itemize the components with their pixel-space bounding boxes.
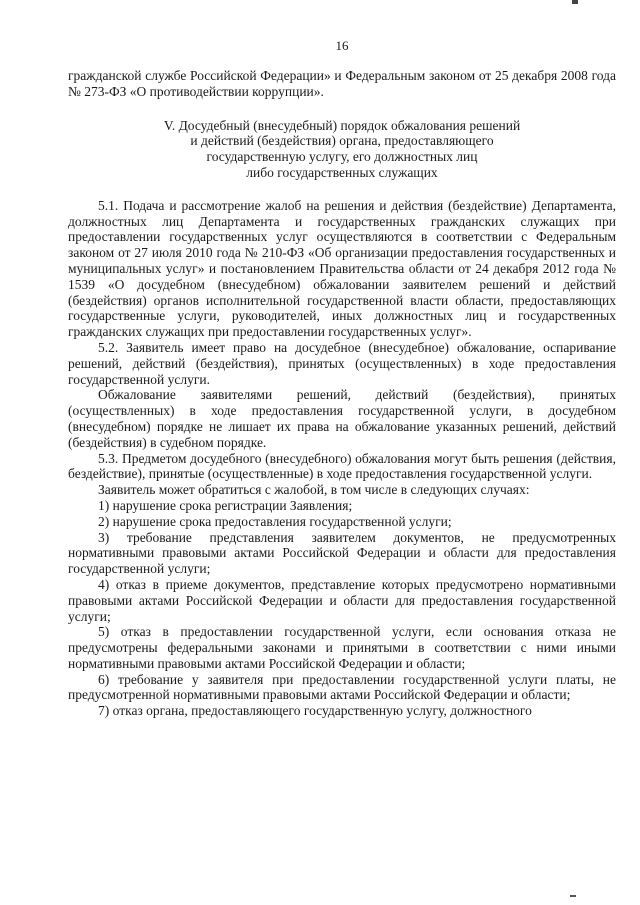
page-number: 16: [335, 38, 349, 53]
list-item-1: 1) нарушение срока регистрации Заявления;: [98, 497, 353, 513]
section-title-line: и действий (бездействия) органа, предоставляющего: [190, 133, 494, 149]
scan-bottom-mark: [570, 895, 576, 897]
section-title-line: либо государственных служащих: [246, 164, 438, 180]
list-item-6: 6) требование у заявителя при предоставлении государственной услуги платы, не предусмотренной нормативными правовыми актами Российской Федерации и области;: [68, 671, 616, 703]
list-item-2: 2) нарушение срока предоставления государственной услуги;: [98, 513, 452, 529]
paragraph-5-2: 5.2. Заявитель имеет право на досудебное (внесудебное) обжалование, оспаривание решений, действий (бездействия), принятых (осуществленных) в ходе предоставления государственной услуги.: [68, 339, 616, 387]
scan-corner-mark: [572, 0, 578, 4]
list-item-5: 5) отказ в предоставлении государственной услуги, если основания отказа не предусмотрены федеральными законами и принятыми в соответствии с ними иными нормативными правовыми актами Российской Федерации и области;: [68, 624, 616, 671]
paragraph-5-1: 5.1. Подача и рассмотрение жалоб на решения и действия (бездействие) Департамента, должностных лиц Департамента и государственных гражданских служащих при предоставлении государственных услуг осуществляются в соответствии с Федеральным законом от 27 июля 2010 года № 210-ФЗ «Об организации предоставления государственных и муниципальных услуг» и постановлением Правительства области от 24 декабря 2012 года № 1539 «О досудебном (внесудебном) обжаловании заявителем решений и действий (бездействия) органов исполнительной государственной власти области, предоставляющих государственные услуги, руководителей, иных должностных лиц и государственных гражданских служащих при предоставлении государственных услуг».: [68, 197, 616, 340]
paragraph-cases-intro: Заявитель может обратиться с жалобой, в том числе в следующих случаях:: [98, 482, 530, 498]
section-title-line: V. Досудебный (внесудебный) порядок обжалования решений: [163, 117, 521, 133]
list-item-4: 4) отказ в приеме документов, представление которых предусмотрено нормативными правовыми актами Российской Федерации и области для предоставления государственной услуги;: [68, 576, 616, 624]
section-title-line: государственную услугу, его должностных лиц: [206, 149, 478, 165]
section-title: [68, 118, 616, 181]
paragraph-appeal-rights: Обжалование заявителями решений, действий (бездействия), принятых (осуществленных) в ходе предоставления государственной услуги, в досудебном (внесудебном) порядке не лишает их права на обжалование указанных решений, действий (бездействия) в судебном порядке.: [68, 387, 616, 450]
list-item-7: 7) отказ органа, предоставляющего государственную услугу, должностного: [98, 703, 532, 719]
intro-paragraph: гражданской службе Российской Федерации» и Федеральным законом от 25 декабря 2008 года № 273-ФЗ «О противодействии коррупции».: [68, 68, 616, 99]
list-item-3: 3) требование представления заявителем документов, не предусмотренных нормативными правовыми актами Российской Федерации и области для предоставления государственной услуги;: [68, 529, 616, 577]
paragraph-5-3: 5.3. Предметом досудебного (внесудебного) обжалования могут быть решения (действия, бездействие), принятые (осуществленные) в ходе предоставления государственной услуги.: [68, 450, 616, 482]
document-page: [68, 38, 616, 719]
